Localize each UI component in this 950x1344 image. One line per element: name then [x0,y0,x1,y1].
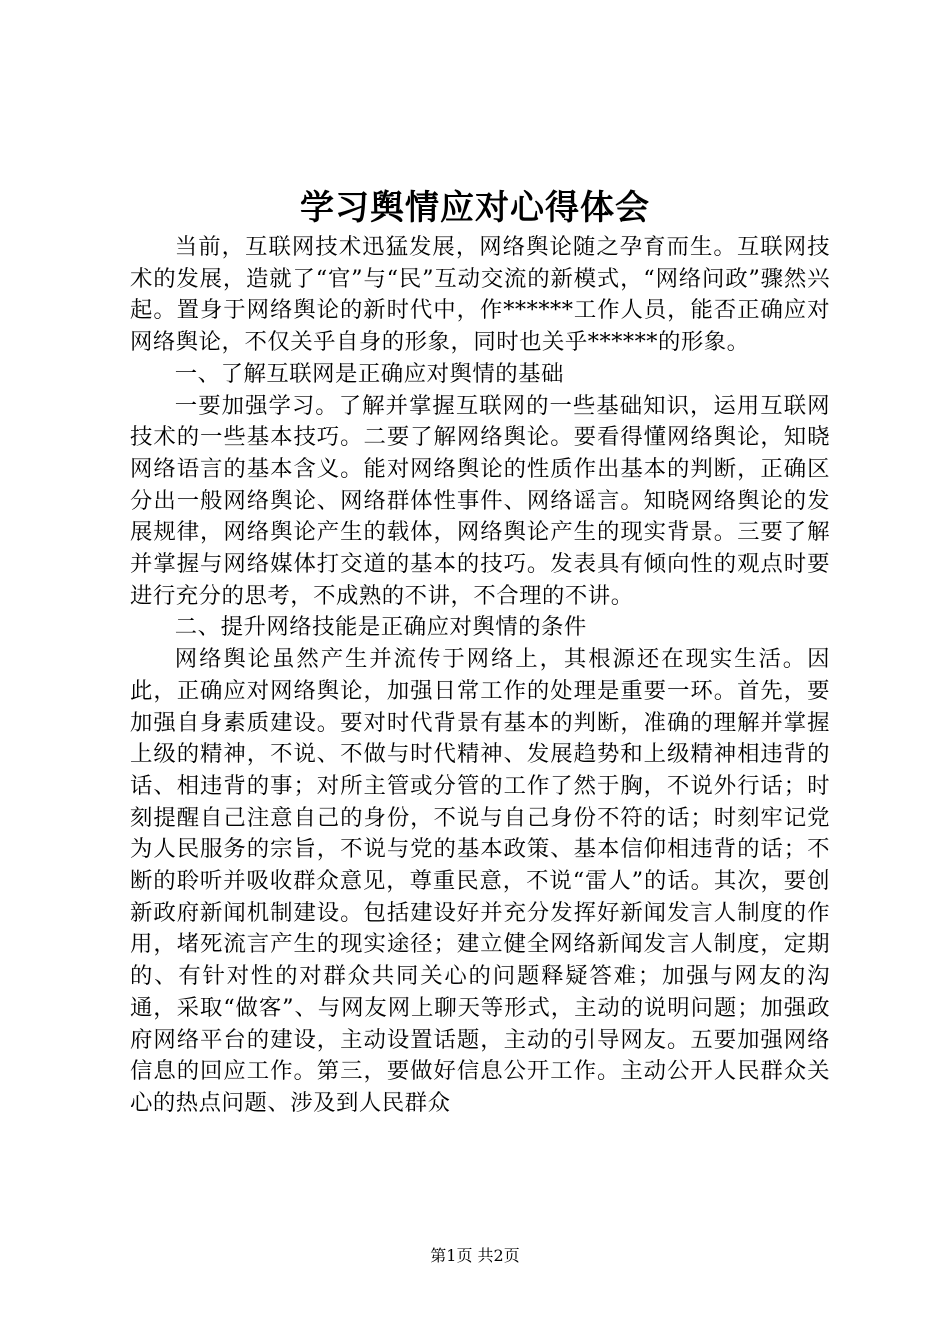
paragraph-section-2: 网络舆论虽然产生并流传于网络上，其根源还在现实生活。因此，正确应对网络舆论，加强日常工作的处理是重要一环。首先，要加强自身素质建设。要对时代背景有基本的判断，准确的理解并掌握上级的精神，不说、不做与时代精神、发展趋势和上级精神相违背的话、相违背的事；对所主管或分管的工作了然于胸，不说外行话；时刻提醒自己注意自己的身份，不说与自己身份不符的话；时刻牢记党为人民服务的宗旨，不说与党的基本政策、基本信仰相违背的话；不断的聆听并吸收群众意见，尊重民意，不说“雷人”的话。其次，要创新政府新闻机制建设。包括建设好并充分发挥好新闻发言人制度的作用，堵死流言产生的现实途径；建立健全网络新闻发言人制度，定期的、有针对性的对群众共同关心的问题释疑答难；加强与网友的沟通，采取“做客”、与网友网上聊天等形式，主动的说明问题；加强政府网络平台的建设，主动设置话题，主动的引导网友。五要加强网络信息的回应工作。第三，要做好信息公开工作。主动公开人民群众关心的热点问题、涉及到人民群众 [130,646,830,1116]
document-body [130,232,830,1120]
page-footer: 第1页 共2页 [430,1246,520,1265]
section-heading-1: 一、了解互联网是正确应对舆情的基础 [174,360,564,387]
section-heading-2: 二、提升网络技能是正确应对舆情的条件 [174,614,587,641]
paragraph-section-1: 一要加强学习。了解并掌握互联网的一些基础知识，运用互联网技术的一些基本技巧。二要了解网络舆论。要看得懂网络舆论，知晓网络语言的基本含义。能对网络舆论的性质作出基本的判断，正确区分出一般网络舆论、网络群体性事件、网络谣言。知晓网络舆论的发展规律，网络舆论产生的载体，网络舆论产生的现实背景。三要了解并掌握与网络媒体打交道的基本的技巧。发表具有倾向性的观点时要进行充分的思考，不成熟的不讲，不合理的不讲。 [130,392,830,609]
paragraph-intro: 当前，互联网技术迅猛发展，网络舆论随之孕育而生。互联网技术的发展，造就了“官”与“民”互动交流的新模式，“网络问政”骤然兴起。置身于网络舆论的新时代中，作******工作人员，能否正确应对网络舆论，不仅关乎自身的形象，同时也关乎******的形象。 [130,234,830,356]
document-title: 学习舆情应对心得体会 [300,188,650,228]
